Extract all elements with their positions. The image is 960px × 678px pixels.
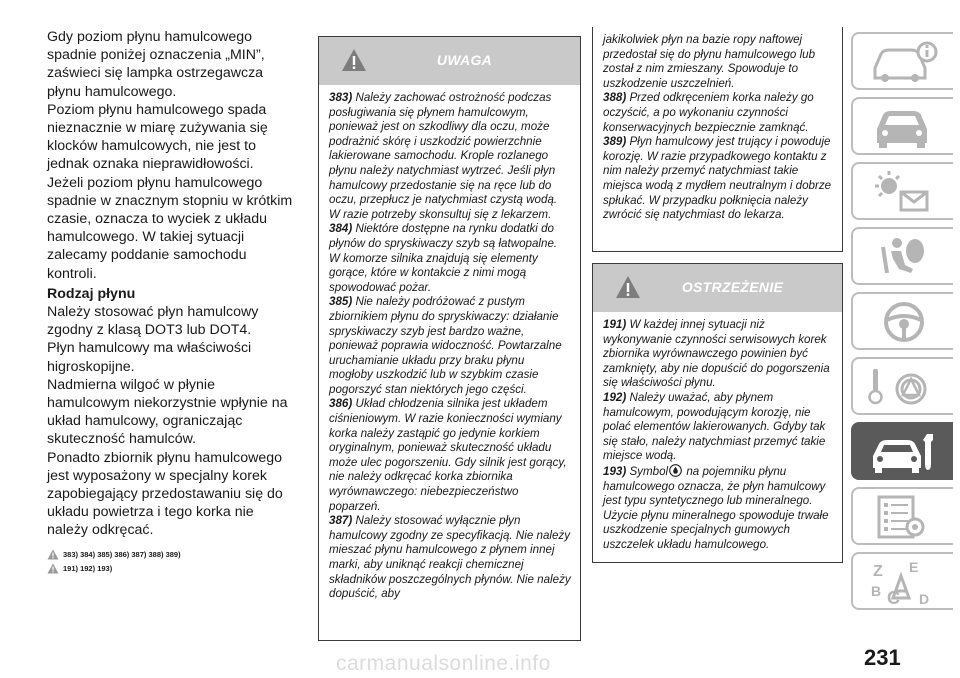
caution-box <box>592 263 843 563</box>
warning-box-body <box>319 85 580 602</box>
svg-text:D: D <box>919 591 930 606</box>
item-number: 388) <box>603 91 627 105</box>
item-number: 389) <box>603 135 627 149</box>
index-icon <box>867 558 941 606</box>
warning-triangle-icon <box>47 549 59 560</box>
item-text: Płyn hamulcowy jest trujący i powoduje korozję. W razie przypadkowego kontaktu z nim należy przemyć natychmiast takie miejsca wodą z mydłem neutralnym i dobrze spłukać. W przypadku połknięcia należy zwrócić się natychmiast do lekarza. <box>603 135 832 222</box>
page-number: 231 <box>864 645 901 670</box>
item-number: 385) <box>329 295 353 309</box>
item-text: W każdej innej sytuacji niż wykonywanie czynności serwisowych korek zbiornika wyrównawczego powinien być zamknięty, aby nie dopuścić do pogorszenia się właściwości płynu. <box>603 318 830 390</box>
item-number: 383) <box>329 91 353 104</box>
item-text: Nie należy podróżować z pustym zbiornikiem płynu do spryskiwaczy: działanie spryskiwaczy szyb jest bardzo ważne, ponieważ poprawia widoczność. Powtarzalne uruchamianie układu przy braku płynu mogłoby uszkodzić lub w szybkim czasie pogorszyć stan niektórych jego części. <box>329 295 562 396</box>
tab-car-info[interactable] <box>851 32 953 90</box>
warning-light-icon <box>867 168 941 216</box>
item-text: Przed odkręceniem korka należy go oczyścić, a po wykonaniu czynności konserwacyjnych bezpiecznie zamknąć. <box>603 91 814 134</box>
tab-car-front[interactable] <box>851 97 953 155</box>
continued-text: jakikolwiek płyn na bazie ropy naftowej przedostał się do płynu hamulcowego lub został z nim zmieszany. Spowoduje to uszkodzenie uszczelnień. <box>603 33 816 90</box>
caution-refs[interactable] <box>47 562 297 576</box>
list-item <box>329 295 571 397</box>
item-number: 387) <box>329 514 353 528</box>
tab-warning-lights[interactable] <box>851 162 953 220</box>
tab-safety[interactable] <box>851 227 953 285</box>
list-item <box>329 222 571 295</box>
paragraph: Nadmierna wilgoć w płynie hamulcowym niekorzystnie wpłynie na układ hamulcowy, ograniczając skuteczność hamulców. <box>47 376 288 448</box>
technical-data-icon <box>867 493 941 541</box>
item-number: 384) <box>329 222 353 236</box>
svg-text:C: C <box>887 588 900 606</box>
car-maintenance-icon <box>867 428 941 476</box>
list-item <box>329 91 571 222</box>
item-text: Symbol <box>629 464 669 478</box>
item-text: Należy stosować wyłącznie płyn hamulcowy zgodny ze specyfikacją. Nie należy mieszać płynu hamulcowego z płynem innej marki, aby uniknąć reakcji chemicznej składników poszczególnych płynów. Nie należy dopuścić, aby <box>329 514 571 601</box>
caution-refs-text: 191) 192) 193) <box>63 563 113 573</box>
warning-refs-text: 383) 384) 385) 386) 387) 388) 389) <box>63 549 181 559</box>
paragraph: Płyn hamulcowy ma właściwości higroskopijne. <box>47 340 252 375</box>
list-item <box>603 135 833 223</box>
tab-technical-data[interactable] <box>851 487 953 545</box>
paragraph: Należy stosować płyn hamulcowy zgodny z klasą DOT3 lub DOT4. <box>47 304 259 339</box>
item-text: na pojemniku płynu hamulcowego oznacza, że płyn hamulcowy jest typu syntetycznego lub mineralnego. Użycie płynu mineralnego spowoduje trwałe uszkodzenie specjalnych gumowych uszczelek układu hamulcowego. <box>603 464 829 551</box>
tab-maintenance[interactable] <box>851 422 953 480</box>
item-number: 191) <box>603 318 627 331</box>
warning-box <box>318 36 581 641</box>
item-text: Należy zachować ostrożność podczas posługiwania się płynem hamulcowym, ponieważ jest on szkodliwy dla oczu, może podrażnić skórę i uszkodzić powierzchnie lakierowane samochodu. Krople rozlanego płynu należy natychmiast wytrzeć. Jeśli płyn hamulcowy przedostanie się na ręce lub do oczu, przepłucz je natychmiast czystą wodą. W razie potrzeby skonsultuj się z lekarzem. <box>329 91 558 221</box>
tab-index[interactable] <box>851 552 953 610</box>
main-text-column <box>47 28 297 576</box>
caution-box-body <box>593 312 842 553</box>
warning-refs[interactable] <box>47 548 297 562</box>
mineral-fluid-symbol-icon <box>669 464 682 477</box>
chapter-navigation <box>851 32 953 617</box>
item-text: Układ chłodzenia silnika jest układem ciśnieniowym. W razie konieczności wymiany korka należy zastąpić go jedynie korkiem oryginalnym, ponieważ skuteczność układu może ulec pogorszeniu. Gdy silnik jest gorący, nie należy odkręcać korka zbiornika wyrównawczego: niebezpieczeństwo poparzeń. <box>329 397 567 513</box>
tab-emergency[interactable] <box>851 357 953 415</box>
paragraph: Gdy poziom płynu hamulcowego spadnie poniżej oznaczenia „MIN”, zaświeci się lampka ostrzegawcza płynu hamulcowego. <box>47 29 265 100</box>
item-number: 192) <box>603 390 627 404</box>
list-item <box>603 464 833 553</box>
car-info-icon <box>867 38 941 86</box>
warning-box-continued <box>592 27 843 252</box>
paragraph: Ponadto zbiornik płynu hamulcowego jest wyposażony w specjalny korek zapobiegający przedostawaniu się do układu powietrza i tego korka nie należy odkręcać. <box>47 449 283 539</box>
list-item <box>603 91 833 135</box>
car-front-icon <box>867 103 941 151</box>
list-item <box>329 514 571 602</box>
list-item <box>603 391 833 464</box>
item-text: Należy uważać, aby płynem hamulcowym, powodującym korozję, nie polać elementów lakierowanych. Gdyby tak się stało, należy natychmiast przemyć takie miejsce wodą. <box>603 390 826 463</box>
item-text: Niektóre dostępne na rynku dodatki do płynów do spryskiwaczy szyb są łatwopalne. W komorze silnika znajdują się elementy gorące, które w kontakcie z nimi mogą spowodować pożar. <box>329 222 558 294</box>
emergency-icon <box>867 363 941 411</box>
list-item <box>603 318 833 391</box>
item-number: 193) <box>603 464 627 478</box>
list-item <box>329 397 571 514</box>
svg-text:B: B <box>871 583 882 599</box>
caution-box-title: OSTRZEŻENIE <box>681 279 784 295</box>
svg-text:E: E <box>909 559 919 575</box>
cross-references <box>47 548 297 576</box>
caution-triangle-icon <box>47 563 59 574</box>
tab-driving[interactable] <box>851 292 953 350</box>
steering-wheel-icon <box>867 298 941 346</box>
item-number: 386) <box>329 397 353 411</box>
paragraph: Jeżeli poziom płynu hamulcowego spadnie w znacznym stopniu w krótkim czasie, oznacza to wyciek z układu hamulcowego. W takiej sytuacji zalecamy poddanie samochodu kontroli. <box>47 174 293 282</box>
caution-box-header <box>593 264 842 312</box>
safety-airbag-icon <box>867 233 941 281</box>
continued-box-body <box>593 27 842 223</box>
warning-box-title: UWAGA <box>436 52 493 68</box>
warning-box-header <box>319 37 580 85</box>
paragraph: Poziom płynu hamulcowego spada nieznacznie w miarę zużywania się klocków hamulcowych, nie jest to jednak oznaka nieprawidłowości. <box>47 101 268 173</box>
svg-text:Z: Z <box>873 563 883 580</box>
section-heading: Rodzaj płynu <box>47 285 136 302</box>
watermark: carmanualsonline.info <box>336 652 551 675</box>
